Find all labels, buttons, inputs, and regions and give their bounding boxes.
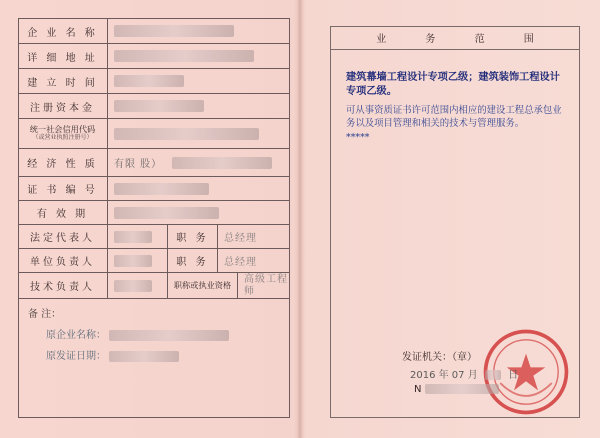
note-key: 原发证日期： xyxy=(46,351,106,362)
row-tech-head xyxy=(18,272,290,298)
value-company-name xyxy=(108,19,290,43)
page-fold xyxy=(297,0,303,438)
value-validity xyxy=(108,201,290,224)
value-established xyxy=(108,69,290,93)
value-certificate-no xyxy=(108,177,290,200)
notes-section xyxy=(18,298,290,418)
right-page xyxy=(330,26,580,418)
row-established xyxy=(18,68,290,93)
label-certificate-no: 证 书 编 号 xyxy=(18,177,108,200)
issue-date-prefix: 2016 年 07 月 xyxy=(410,370,478,381)
left-page xyxy=(18,18,290,418)
scope-desc: 可从事资质证书许可范围内相应的建设工程总承包业务以及项目管理和相关的技术与管理服务。 xyxy=(346,105,562,129)
unit-head-position-text: 总经理 xyxy=(224,257,257,268)
row-unit-head xyxy=(18,248,290,272)
serial-prefix: N xyxy=(414,384,422,395)
redacted-value xyxy=(172,157,272,169)
note-line-original-issue-date xyxy=(28,347,280,362)
economic-nature-text: 有限 股） xyxy=(114,159,163,170)
label-unit-head: 单位负责人 xyxy=(18,249,108,272)
issue-date xyxy=(410,366,518,381)
label-address: 详 细 地 址 xyxy=(18,44,108,68)
label-position-1: 职 务 xyxy=(168,225,218,248)
row-address xyxy=(18,43,290,68)
redacted-value xyxy=(114,231,152,243)
redacted-value xyxy=(114,75,184,87)
label-title-or-cert: 职称或执业资格 xyxy=(168,273,238,298)
row-legal-rep xyxy=(18,224,290,248)
label-registered-capital: 注册资本金 xyxy=(18,94,108,118)
label-established: 建 立 时 间 xyxy=(18,69,108,93)
redacted-value xyxy=(114,50,254,62)
row-company-name xyxy=(18,18,290,43)
label-position-2: 职 务 xyxy=(168,249,218,272)
business-scope-header: 业 务 范 围 xyxy=(330,26,580,50)
issue-date-suffix: 日 xyxy=(508,370,519,381)
redacted-value xyxy=(114,183,209,195)
redacted-value xyxy=(114,25,234,37)
row-registered-capital xyxy=(18,93,290,118)
issuer-label: 发证机关：（章） xyxy=(402,352,477,363)
redacted-value xyxy=(114,280,152,292)
scope-stars: ***** xyxy=(346,132,370,143)
business-scope xyxy=(346,70,566,143)
label-tech-head: 技术负责人 xyxy=(18,273,108,298)
tech-head-title-text: 高级工程师 xyxy=(244,273,288,297)
note-line-original-name xyxy=(28,326,280,341)
value-unit-head-name xyxy=(108,249,168,272)
scope-main: 建筑幕墙工程设计专项乙级；建筑装饰工程设计专项乙级。 xyxy=(346,71,560,97)
redacted-value xyxy=(109,330,229,341)
label-legal-rep: 法定代表人 xyxy=(18,225,108,248)
legal-rep-position-text: 总经理 xyxy=(224,233,257,244)
value-economic-nature xyxy=(108,149,290,176)
redacted-value xyxy=(114,207,219,219)
label-company-name: 企 业 名 称 xyxy=(18,19,108,43)
label-unified-code-line2: （或营业执照注册号） xyxy=(32,134,93,142)
value-legal-rep-position xyxy=(218,225,290,248)
label-unified-code xyxy=(18,119,108,148)
row-validity xyxy=(18,200,290,224)
redacted-value xyxy=(109,351,179,362)
value-unified-code xyxy=(108,119,290,148)
redacted-day xyxy=(485,370,501,380)
value-tech-head-title xyxy=(238,273,290,298)
issuer-block xyxy=(402,348,542,408)
row-economic-nature xyxy=(18,148,290,176)
serial-number xyxy=(414,384,499,395)
value-address xyxy=(108,44,290,68)
notes-label: 备 注： xyxy=(28,309,62,320)
note-key: 原企业名称： xyxy=(46,330,106,341)
label-unified-code-line1: 统一社会信用代码 xyxy=(29,124,96,135)
row-unified-code xyxy=(18,118,290,148)
redacted-value xyxy=(114,128,259,140)
redacted-value xyxy=(114,100,204,112)
value-unit-head-position xyxy=(218,249,290,272)
value-registered-capital xyxy=(108,94,290,118)
row-certificate-no xyxy=(18,176,290,200)
value-legal-rep-name xyxy=(108,225,168,248)
label-economic-nature: 经 济 性 质 xyxy=(18,149,108,176)
value-tech-head-name xyxy=(108,273,168,298)
redacted-value xyxy=(114,255,152,267)
redacted-serial xyxy=(425,384,499,394)
label-validity: 有 效 期 xyxy=(18,201,108,224)
